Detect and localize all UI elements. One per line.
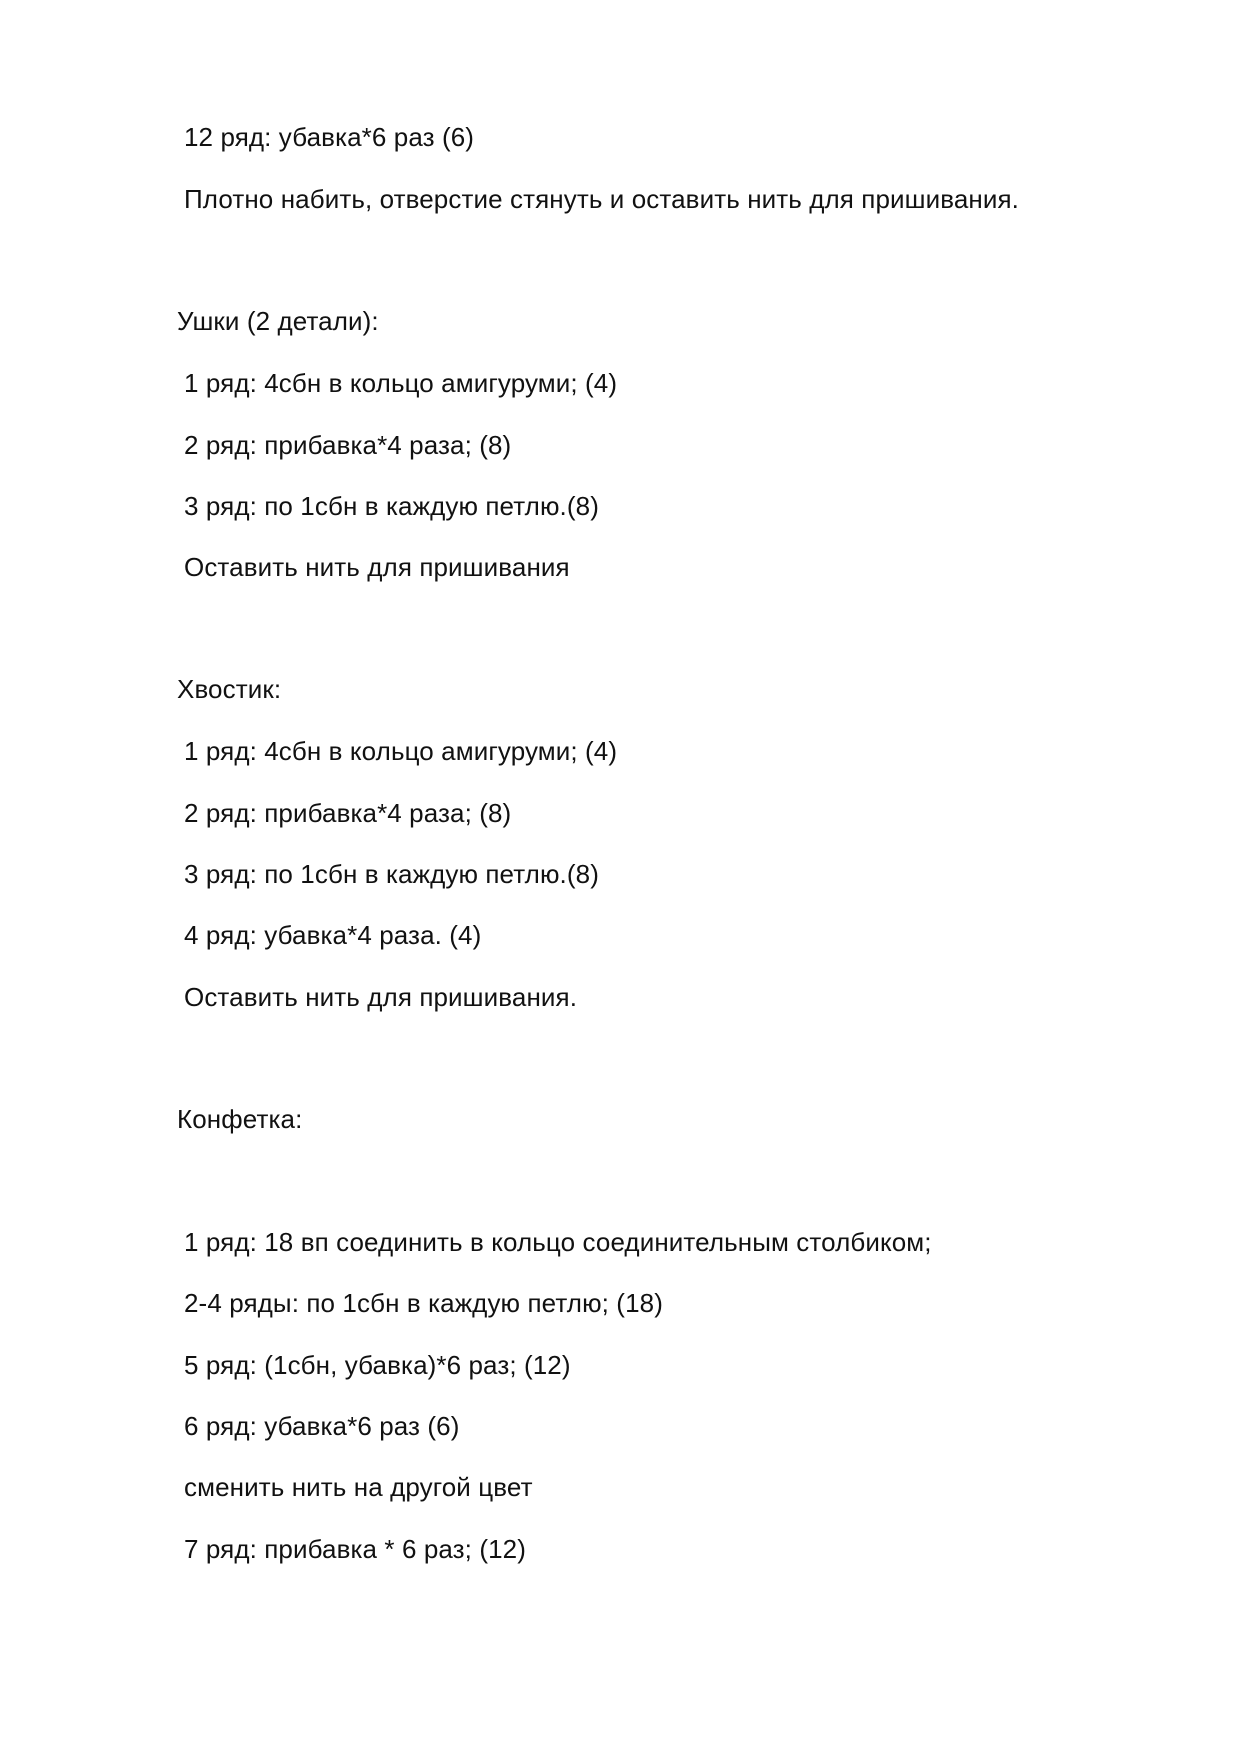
text-line: 12 ряд: убавка*6 раз (6) — [184, 122, 475, 152]
text-line: Плотно набить, отверстие стянуть и оставить нить для пришивания. — [184, 184, 1020, 214]
text-line: 4 ряд: убавка*4 раза. (4) — [184, 920, 482, 950]
section-heading-ears: Ушки (2 детали): — [177, 306, 379, 336]
text-line: 5 ряд: (1сбн, убавка)*6 раз; (12) — [184, 1350, 571, 1380]
text-line: 1 ряд: 4сбн в кольцо амигуруми; (4) — [184, 368, 618, 398]
text-line: 2 ряд: прибавка*4 раза; (8) — [184, 798, 512, 828]
text-line: Оставить нить для пришивания. — [184, 982, 578, 1012]
text-line: 1 ряд: 4сбн в кольцо амигуруми; (4) — [184, 736, 618, 766]
section-heading-tail: Хвостик: — [177, 674, 282, 704]
text-line: Оставить нить для пришивания — [184, 552, 570, 582]
text-line: сменить нить на другой цвет — [184, 1472, 533, 1502]
section-heading-candy: Конфетка: — [177, 1104, 303, 1134]
text-line: 3 ряд: по 1сбн в каждую петлю.(8) — [184, 491, 599, 521]
text-line: 1 ряд: 18 вп соединить в кольцо соединительным столбиком; — [184, 1227, 932, 1257]
text-line: 7 ряд: прибавка * 6 раз; (12) — [184, 1534, 526, 1564]
text-line: 2 ряд: прибавка*4 раза; (8) — [184, 430, 512, 460]
text-line: 3 ряд: по 1сбн в каждую петлю.(8) — [184, 859, 599, 889]
text-line: 2-4 ряды: по 1сбн в каждую петлю; (18) — [184, 1288, 663, 1318]
text-line: 6 ряд: убавка*6 раз (6) — [184, 1411, 460, 1441]
